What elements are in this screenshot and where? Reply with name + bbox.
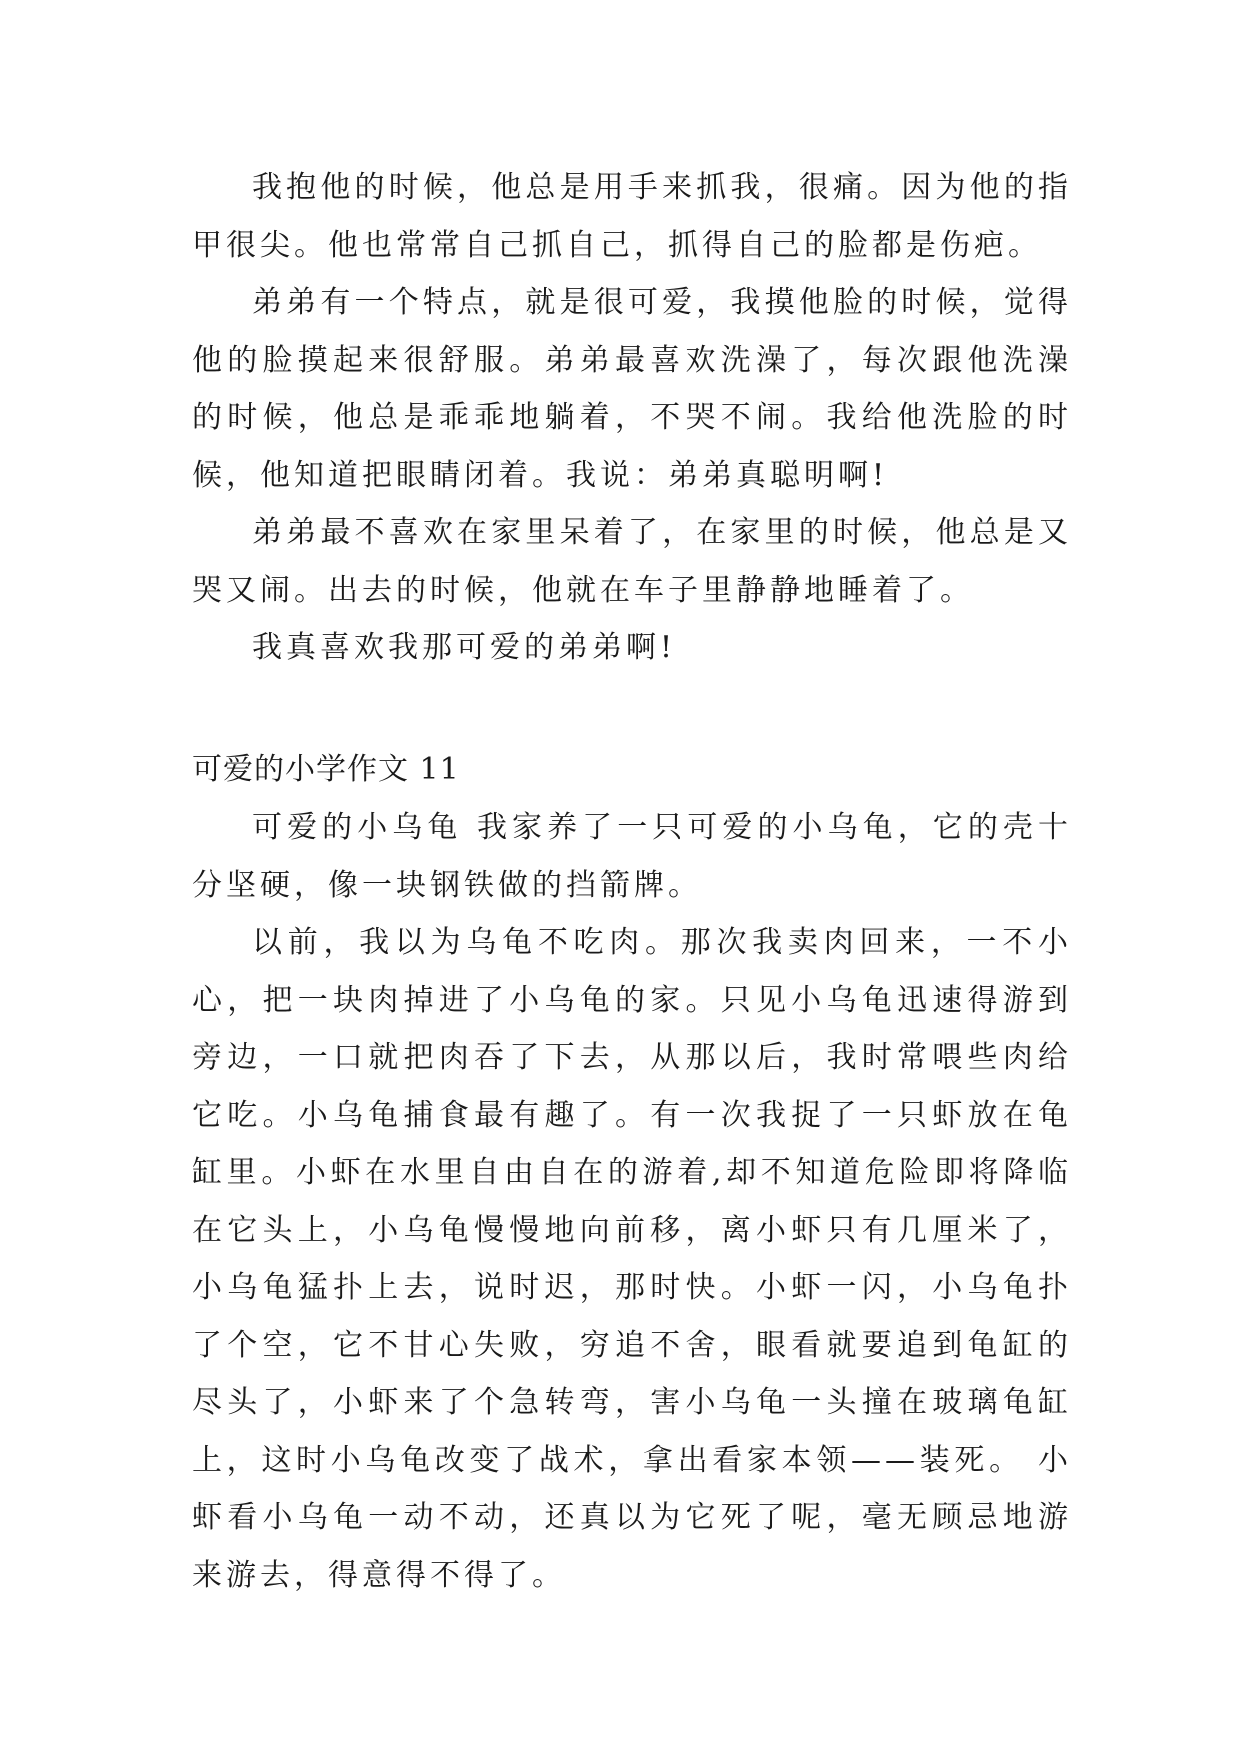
- paragraph: 弟弟最不喜欢在家里呆着了，在家里的时候，他总是又哭又闹。出去的时候，他就在车子里静静地睡着了。: [192, 515, 1072, 608]
- essay-title: 可爱的小学作文 11: [192, 752, 460, 787]
- essay-section-2: [192, 799, 1072, 1604]
- paragraph: 可爱的小乌龟 我家养了一只可爱的小乌龟，它的壳十分坚硬，像一块钢铁做的挡箭牌。: [192, 810, 1072, 903]
- essay-section-1: [192, 159, 1072, 677]
- paragraph: 我真喜欢我那可爱的弟弟啊!: [252, 630, 677, 665]
- paragraph: 我抱他的时候，他总是用手来抓我，很痛。因为他的指甲很尖。他也常常自己抓自己，抓得自己的脸都是伤疤。: [192, 170, 1072, 263]
- paragraph: 以前，我以为乌龟不吃肉。那次我卖肉回来，一不小心，把一块肉掉进了小乌龟的家。只见小乌龟迅速得游到旁边，一口就把肉吞了下去，从那以后，我时常喂些肉给它吃。小乌龟捕食最有趣了。有一次我捉了一只虾放在龟缸里。小虾在水里自由自在的游着,却不知道危险即将降临在它头上，小乌龟慢慢地向前移，离小虾只有几厘米了，小乌龟猛扑上去，说时迟，那时快。小虾一闪，小乌龟扑了个空，它不甘心失败，穷追不舍，眼看就要追到龟缸的尽头了，小虾来了个急转弯，害小乌龟一头撞在玻璃龟缸上，这时小乌龟改变了战术，拿出看家本领——装死。 小虾看小乌龟一动不动，还真以为它死了呢，毫无顾忌地游来游去，得意得不得了。: [192, 925, 1072, 1593]
- paragraph: 弟弟有一个特点，就是很可爱，我摸他脸的时候，觉得他的脸摸起来很舒服。弟弟最喜欢洗澡了，每次跟他洗澡的时候，他总是乖乖地躺着，不哭不闹。我给他洗脸的时候，他知道把眼睛闭着。我说：弟弟真聪明啊!: [192, 285, 1072, 493]
